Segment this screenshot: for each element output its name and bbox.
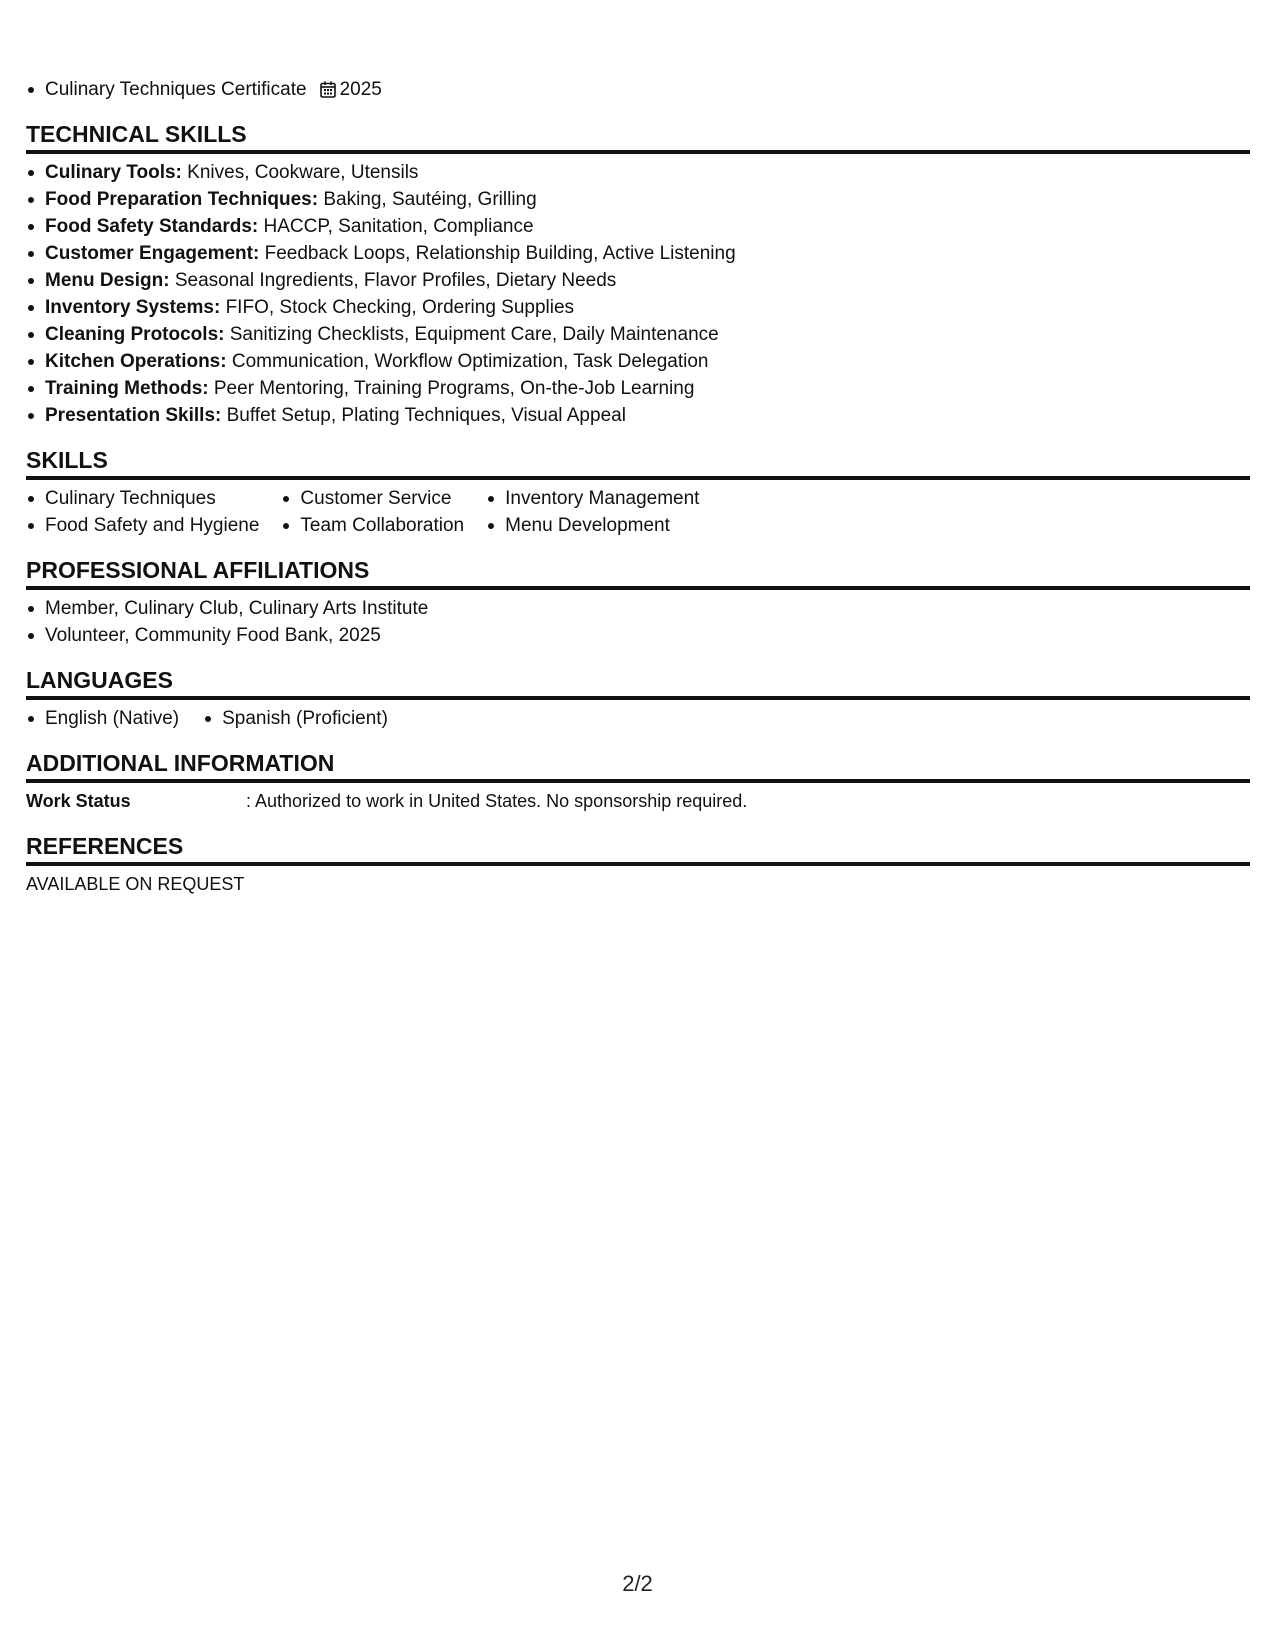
list-item: Culinary Techniques bbox=[26, 485, 259, 512]
skills-column bbox=[486, 485, 699, 539]
technical-skills-section bbox=[26, 119, 1250, 429]
skill-value: FIFO, Stock Checking, Ordering Supplies bbox=[220, 297, 575, 318]
list-item bbox=[26, 321, 1250, 348]
skill-label: Menu Design: bbox=[45, 270, 170, 291]
skill-label: Presentation Skills: bbox=[45, 405, 222, 426]
skills-columns bbox=[26, 485, 1250, 539]
list-item: Spanish (Proficient) bbox=[203, 705, 388, 732]
affiliations-list bbox=[26, 595, 1250, 649]
list-item: Menu Development bbox=[486, 512, 699, 539]
list-item bbox=[26, 375, 1250, 402]
section-title: PROFESSIONAL AFFILIATIONS bbox=[26, 555, 1250, 590]
skill-value: Baking, Sautéing, Grilling bbox=[318, 189, 537, 210]
list-item bbox=[26, 240, 1250, 267]
skill-value: Seasonal Ingredients, Flavor Profiles, Dietary Needs bbox=[169, 270, 617, 291]
references-text: AVAILABLE ON REQUEST bbox=[26, 874, 245, 894]
skill-value: Buffet Setup, Plating Techniques, Visual Appeal bbox=[221, 405, 626, 426]
certificate-year: 2025 bbox=[339, 79, 382, 100]
skills-column bbox=[26, 485, 259, 539]
references-section bbox=[26, 831, 1250, 898]
list-item bbox=[26, 294, 1250, 321]
section-title: TECHNICAL SKILLS bbox=[26, 119, 1250, 154]
languages-section bbox=[26, 665, 1250, 732]
section-title: ADDITIONAL INFORMATION bbox=[26, 748, 1250, 783]
list-item bbox=[26, 159, 1250, 186]
list-item: Team Collaboration bbox=[281, 512, 464, 539]
skill-label: Customer Engagement: bbox=[45, 243, 260, 264]
list-item bbox=[26, 186, 1250, 213]
additional-info-section bbox=[26, 748, 1250, 815]
list-item: Member, Culinary Club, Culinary Arts Institute bbox=[26, 595, 1250, 622]
resume-page bbox=[26, 76, 1250, 898]
skill-label: Culinary Tools: bbox=[45, 162, 182, 183]
skill-label: Kitchen Operations: bbox=[45, 351, 227, 372]
work-status-label: Work Status bbox=[26, 791, 131, 811]
list-item: English (Native) bbox=[26, 705, 179, 732]
skill-label: Inventory Systems: bbox=[45, 297, 221, 318]
technical-skills-list bbox=[26, 159, 1250, 429]
skill-value: Peer Mentoring, Training Programs, On-the-Job Learning bbox=[208, 378, 695, 399]
section-title: SKILLS bbox=[26, 445, 1250, 480]
skill-value: Sanitizing Checklists, Equipment Care, Daily Maintenance bbox=[224, 324, 719, 345]
calendar-icon bbox=[320, 81, 336, 98]
skill-label: Food Preparation Techniques: bbox=[45, 189, 319, 210]
skill-value: Communication, Workflow Optimization, Task Delegation bbox=[226, 351, 709, 372]
list-item bbox=[26, 76, 1250, 103]
list-item: Volunteer, Community Food Bank, 2025 bbox=[26, 622, 1250, 649]
work-status-row bbox=[26, 788, 1250, 815]
section-title: REFERENCES bbox=[26, 831, 1250, 866]
list-item bbox=[26, 402, 1250, 429]
list-item: Inventory Management bbox=[486, 485, 699, 512]
languages-list bbox=[26, 705, 1250, 732]
list-item: Food Safety and Hygiene bbox=[26, 512, 259, 539]
skill-value: Feedback Loops, Relationship Building, Active Listening bbox=[259, 243, 736, 264]
list-item bbox=[26, 348, 1250, 375]
skill-label: Training Methods: bbox=[45, 378, 209, 399]
list-item bbox=[26, 213, 1250, 240]
certificate-name: Culinary Techniques Certificate bbox=[45, 79, 307, 100]
skill-value: Knives, Cookware, Utensils bbox=[181, 162, 419, 183]
work-status-value: : Authorized to work in United States. No sponsorship required. bbox=[246, 791, 748, 811]
list-item: Customer Service bbox=[281, 485, 464, 512]
skill-label: Cleaning Protocols: bbox=[45, 324, 225, 345]
skill-value: HACCP, Sanitation, Compliance bbox=[258, 216, 534, 237]
skills-column bbox=[281, 485, 464, 539]
section-title: LANGUAGES bbox=[26, 665, 1250, 700]
list-item bbox=[26, 267, 1250, 294]
skill-label: Food Safety Standards: bbox=[45, 216, 259, 237]
affiliations-section bbox=[26, 555, 1250, 649]
skills-section bbox=[26, 445, 1250, 539]
page-number: 2/2 bbox=[622, 1571, 653, 1596]
certifications-list bbox=[26, 76, 1250, 103]
